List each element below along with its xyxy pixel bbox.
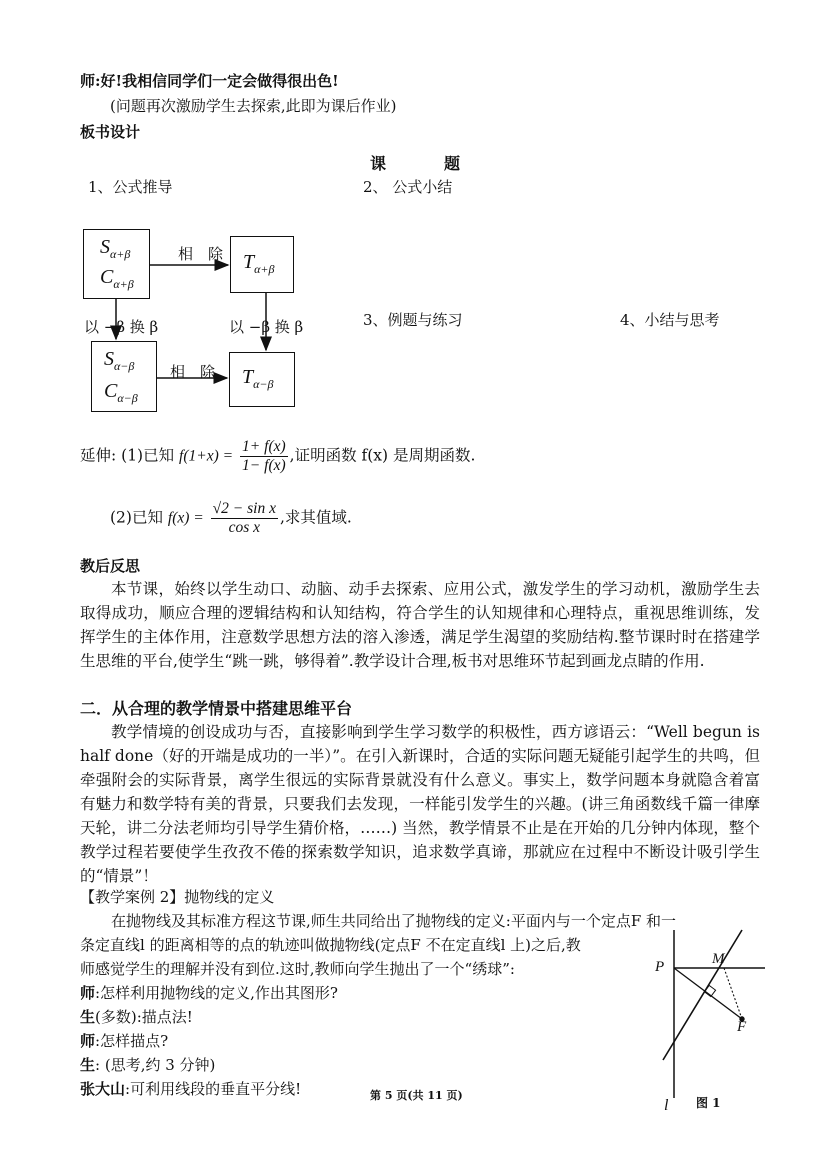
fraction-2: $\frac{\text{√2 − sin x}}{\text{cos x}}$: [212, 500, 276, 536]
arrow-left-label: 以 −β 换 β: [84, 318, 159, 336]
section-summary-thinking: 4、小结与思考: [620, 311, 720, 329]
dialogue-5: 张大山:可利用线段的垂直平分线!: [80, 1080, 302, 1098]
arrow-top-label: 相 除: [178, 245, 224, 263]
reflection-paragraph: 本节课，始终以学生动口、动脑、动手去探索、应用公式，激发学生的学习动机，激励学生去取得成功，顺应合理的逻辑结构和认知结构，符合学生的认知规律和心理特点，重视思维训练，发挥学生的主体作用，注意数学思想方法的溶入渗透，满足学生渴望的奖励结构.整节课时时在搭建学生思维的平台,使学生“跳一跳，够得着”.教学设计合理,板书对思维环节起到画龙点睛的作用.: [80, 580, 760, 670]
dialogue-3: 师:怎样描点?: [80, 1032, 169, 1050]
extension-problem-2: (2)已知 f(x) = $\frac{\text{√2 − sin x}}{\text{cos x}}$ ,求其值域.: [110, 500, 352, 536]
extension-problem-1: 延伸: (1)已知 f(1+x) = $\frac{1+ f(x)}{1- f(x)}$ ,证明函数 f(x) 是周期函数.: [80, 438, 476, 474]
note-line: (问题再次激励学生去探索,此即为课后作业): [110, 97, 397, 115]
box3-s-label: $S_{\alpha-\beta}$: [104, 348, 135, 373]
section-examples: 3、例题与练习: [363, 311, 463, 329]
arrow-right-label: 以 −β 换 β: [229, 318, 304, 336]
box1-s-label: $S_{\alpha+\beta}$: [100, 236, 131, 261]
segment-PF: [674, 968, 742, 1019]
figure-label-m: M: [712, 951, 725, 967]
case-2-line-2: 条定直线l 的距离相等的点的轨迹叫做抛物线(定点F 不在定直线l 上)之后,教: [80, 936, 581, 954]
section-formula-derivation: 1、公式推导: [88, 178, 173, 196]
section-formula-summary: 2、 公式小结: [363, 178, 453, 196]
section-two-paragraph: 教学情境的创设成功与否，直接影响到学生学习数学的积极性，西方谚语云：“Well begun is half done（好的开端是成功的一半）”。在引入新课时，合适的实际问题无疑能引起学生的共鸣，但牵强附会的实际背景，离学生很远的实际背景就没有什么意义。事实上，数学问题本身就隐含着富有魅力和数学特有美的背景，只要我们去发现，一样能引发学生的兴趣。(讲三角函数线千篇一律摩天轮，讲二分法老师均引导学生猜价格，……) 当然，教学情景不止是在开始的几分钟内体现，整个教学过程若要使学生孜孜不倦的探索数学知识，追求数学真谛，那就应在过程中不断设计吸引学生的“情景”！: [80, 723, 760, 885]
case-2-line-1: 在抛物线及其标准方程这节课,师生共同给出了抛物线的定义:平面内与一个定点F 和一: [111, 912, 677, 930]
reflection-heading: 教后反思: [80, 557, 141, 575]
box4-t-label: $T_{\alpha-\beta}$: [242, 366, 274, 391]
case-2-line-3: 师感觉学生的理解并没有到位.这时,教师向学生抛出了一个“绣球”:: [80, 960, 515, 978]
dotted-MF: [724, 968, 742, 1019]
box2-t-label: $T_{\alpha+\beta}$: [243, 251, 275, 276]
case-2-heading: 【教学案例 2】抛物线的定义: [80, 888, 275, 906]
title-char-1: 课: [370, 154, 387, 173]
dialogue-4: 生: (思考,约 3 分钟): [80, 1056, 216, 1074]
figure-label-p: P: [655, 959, 665, 975]
fraction-1: $\frac{1+ f(x)}{1- f(x)}$: [242, 438, 286, 474]
box3-c-label: $C_{\alpha-\beta}$: [104, 380, 138, 405]
teacher-line: 师:好!我相信同学们一定会做得很出色!: [80, 72, 339, 90]
dialogue-2: 生(多数):描点法!: [80, 1008, 193, 1026]
figure-label-f: F: [737, 1019, 747, 1035]
page-number: 第 5 页(共 11 页): [370, 1089, 463, 1102]
section-two-heading: 二．从合理的教学情景中搭建思维平台: [80, 699, 353, 718]
long-slanted-line: [663, 930, 742, 1060]
board-design-heading: 板书设计: [80, 123, 141, 141]
box1-c-label: $C_{\alpha+\beta}$: [100, 266, 134, 291]
title-char-2: 题: [444, 154, 461, 173]
figure-label-l: l: [664, 1097, 669, 1114]
figure-caption: 图 1: [696, 1096, 721, 1110]
arrow-bottom-label: 相 除: [170, 363, 216, 381]
dialogue-1: 师:怎样利用抛物线的定义,作出其图形?: [80, 984, 338, 1002]
